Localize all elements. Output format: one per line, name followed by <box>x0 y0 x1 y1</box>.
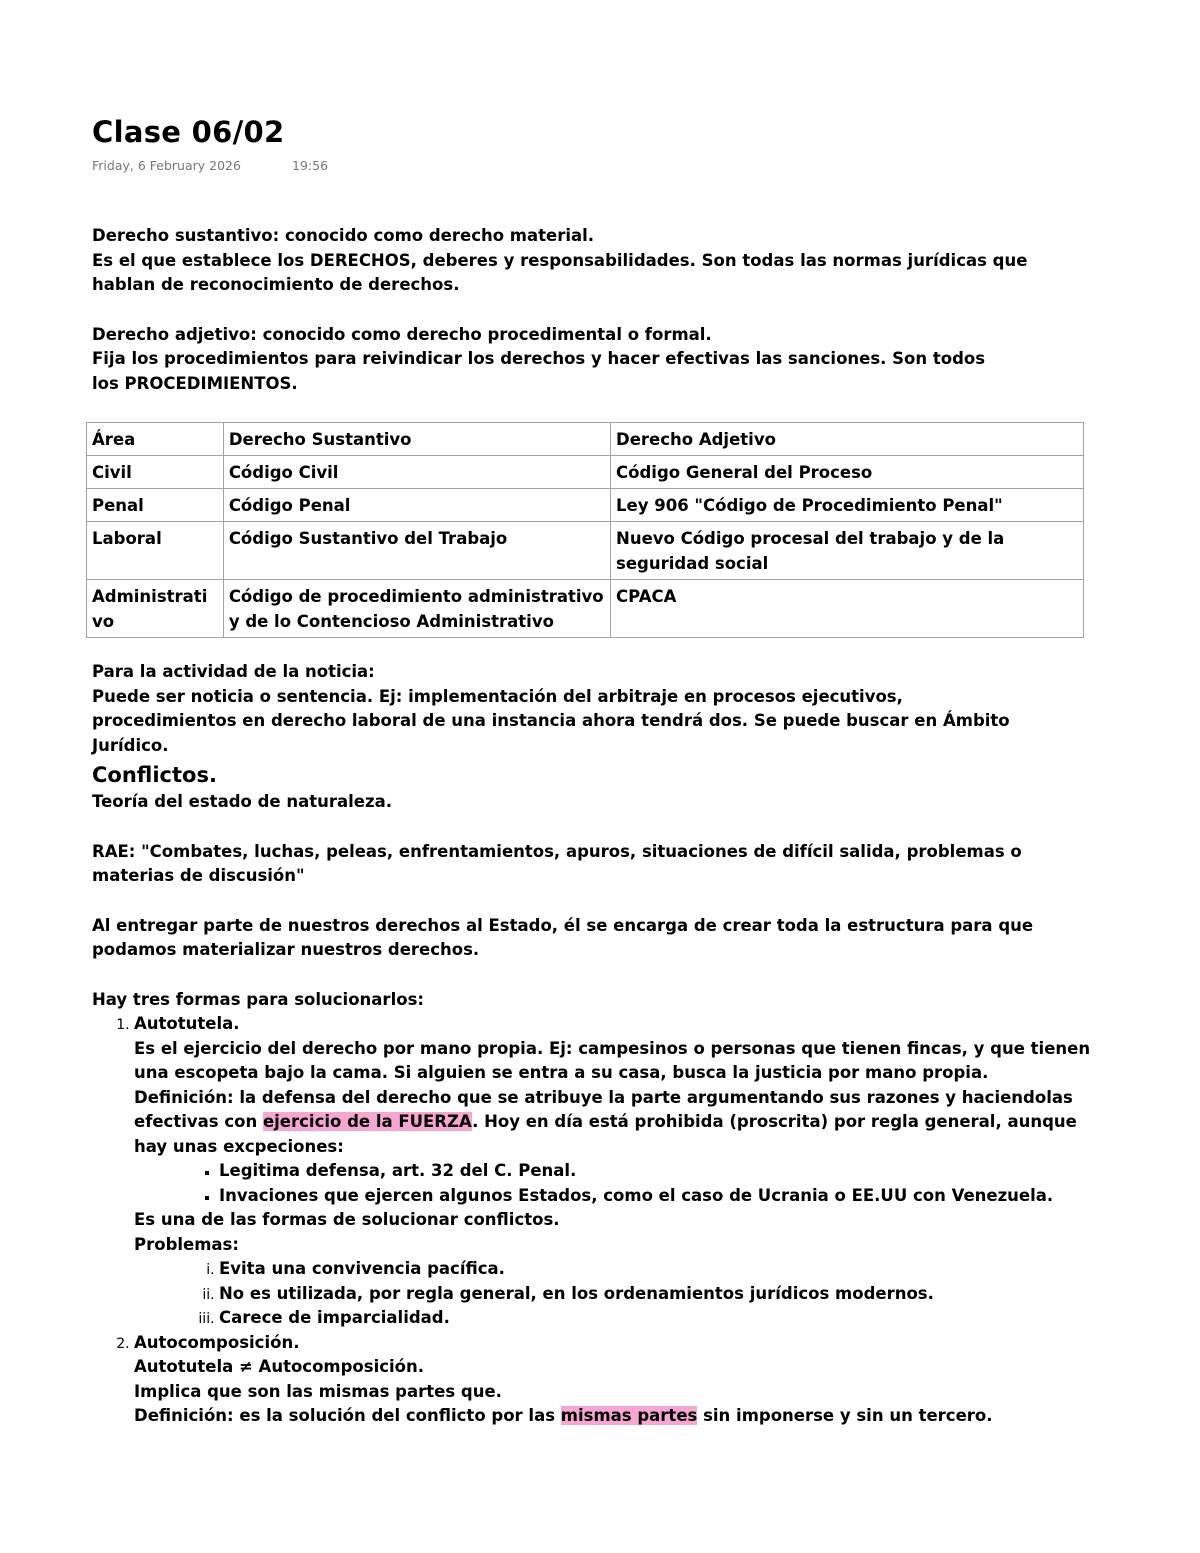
autocomposicion-line1: Autotutela ≠ Autocomposición. <box>134 1357 425 1376</box>
list-item: i. Evita una convivencia pacífica. <box>219 1257 1102 1282</box>
derecho-table <box>86 422 1084 638</box>
noticia-section <box>92 660 1092 758</box>
list-item-autotutela <box>134 1012 1102 1331</box>
def-text: sin imponerse y sin un tercero. <box>697 1406 993 1425</box>
conflictos-heading: Conflictos. <box>92 763 217 787</box>
adjetivo-heading: Derecho adjetivo: conocido como derecho procedimental o formal. <box>92 324 712 344</box>
table-cell: Ley 906 "Código de Procedimiento Penal" <box>611 489 1084 522</box>
conflictos-rae: RAE: "Combates, luchas, peleas, enfrentamientos, apuros, situaciones de difícil salida, problemas o materias de discusión" <box>92 841 1022 885</box>
conflictos-section <box>92 760 1102 1429</box>
list-item: ▪ Legitima defensa, art. 32 del C. Penal. <box>219 1159 1102 1184</box>
exceptions-list <box>134 1159 1102 1208</box>
adjetivo-text: Fija los procedimientos para reivindicar los derechos y hacer efectivas las sanciones. Son todos los PROCEDIMIENTOS. <box>92 349 986 393</box>
autotutela-forma: Es una de las formas de solucionar conflictos. <box>134 1210 560 1229</box>
table-header-row <box>87 423 1084 456</box>
conflictos-formas: Hay tres formas para solucionarlos: <box>92 989 424 1009</box>
conflictos-estado: Al entregar parte de nuestros derechos al Estado, él se encarga de crear toda la estructura para que podamos materializar nuestros derechos. <box>92 915 1034 959</box>
table-cell: CPACA <box>611 580 1084 638</box>
table-cell: Administrativo <box>87 580 224 638</box>
table-row <box>87 522 1084 580</box>
noticia-text: Puede ser noticia o sentencia. Ej: implementación del arbitraje en procesos ejecutivos, procedimientos en derecho laboral de una instancia ahora tendrá dos. Se puede buscar en Ámbito Jurídico. <box>92 686 1010 755</box>
list-item: iii. Carece de imparcialidad. <box>219 1306 1102 1331</box>
formas-list <box>92 1012 1102 1429</box>
table-cell: Código Sustantivo del Trabajo <box>223 522 610 580</box>
noticia-heading: Para la actividad de la noticia: <box>92 662 375 681</box>
table-cell: Código Penal <box>223 489 610 522</box>
table-cell: Civil <box>87 456 224 489</box>
table-cell: Nuevo Código procesal del trabajo y de la seguridad social <box>611 522 1084 580</box>
table-row <box>87 580 1084 638</box>
list-item: ii. No es utilizada, por regla general, en los ordenamientos jurídicos modernos. <box>219 1282 1102 1307</box>
highlight-fuerza: ejercicio de la FUERZA <box>262 1112 473 1131</box>
page-title: Clase 06/02 <box>92 115 285 149</box>
page-header <box>92 112 1092 178</box>
list-item-autocomposicion <box>134 1331 1102 1429</box>
conflictos-teoria: Teoría del estado de naturaleza. <box>92 792 392 811</box>
autocomposicion-line2: Implica que son las mismas partes que. <box>134 1381 502 1401</box>
table-header-cell: Derecho Sustantivo <box>223 423 610 456</box>
sustantivo-text: Es el que establece los DERECHOS, deberes y responsabilidades. Son todas las normas jurídicas que hablan de reconocimiento de derechos. <box>92 250 1028 294</box>
table-cell: Código General del Proceso <box>611 456 1084 489</box>
autotutela-title: 1. Autotutela. <box>134 1014 240 1033</box>
table-row <box>87 489 1084 522</box>
autotutela-desc: Es el ejercicio del derecho por mano propia. Ej: campesinos o personas que tienen fincas, y que tienen una escopeta bajo la cama. Si alguien se entra a su casa, busca la justicia por mano propia. <box>134 1038 1091 1082</box>
highlight-mismas-partes: mismas partes <box>560 1406 698 1425</box>
problemas-label: Problemas: <box>134 1234 239 1254</box>
table-header-cell: Área <box>87 423 224 456</box>
autotutela-definicion <box>134 1086 1102 1160</box>
table-header-cell: Derecho Adjetivo <box>611 423 1084 456</box>
problemas-list <box>134 1257 1102 1331</box>
def-text: Definición: es la solución del conflicto por las <box>134 1406 561 1425</box>
page-meta <box>92 158 1092 178</box>
table-cell: Laboral <box>87 522 224 580</box>
autocomposicion-title: 2. Autocomposición. <box>134 1332 300 1352</box>
page-time: 19:56 <box>292 158 329 173</box>
table-cell: Código de procedimiento administrativo y de lo Contencioso Administrativo <box>223 580 610 638</box>
def-text: Definición: la defensa del derecho que se atribuye la parte argumentando sus razones y haciendolas efectivas con <box>134 1087 1073 1131</box>
list-item: ▪ Invaciones que ejercen algunos Estados, como el caso de Ucrania o EE.UU con Venezuela. <box>219 1184 1102 1209</box>
table-cell: Código Civil <box>223 456 610 489</box>
def-text: . Hoy en día está prohibida (proscrita) por regla general, aunque hay unas excpeciones: <box>134 1112 1077 1156</box>
sustantivo-heading: Derecho sustantivo: conocido como derecho material. <box>92 226 595 245</box>
table-cell: Penal <box>87 489 224 522</box>
intro-section <box>92 224 1092 396</box>
page-date: Friday, 6 February 2026 <box>92 158 241 173</box>
table-row <box>87 456 1084 489</box>
autocomposicion-definicion <box>134 1404 1102 1429</box>
